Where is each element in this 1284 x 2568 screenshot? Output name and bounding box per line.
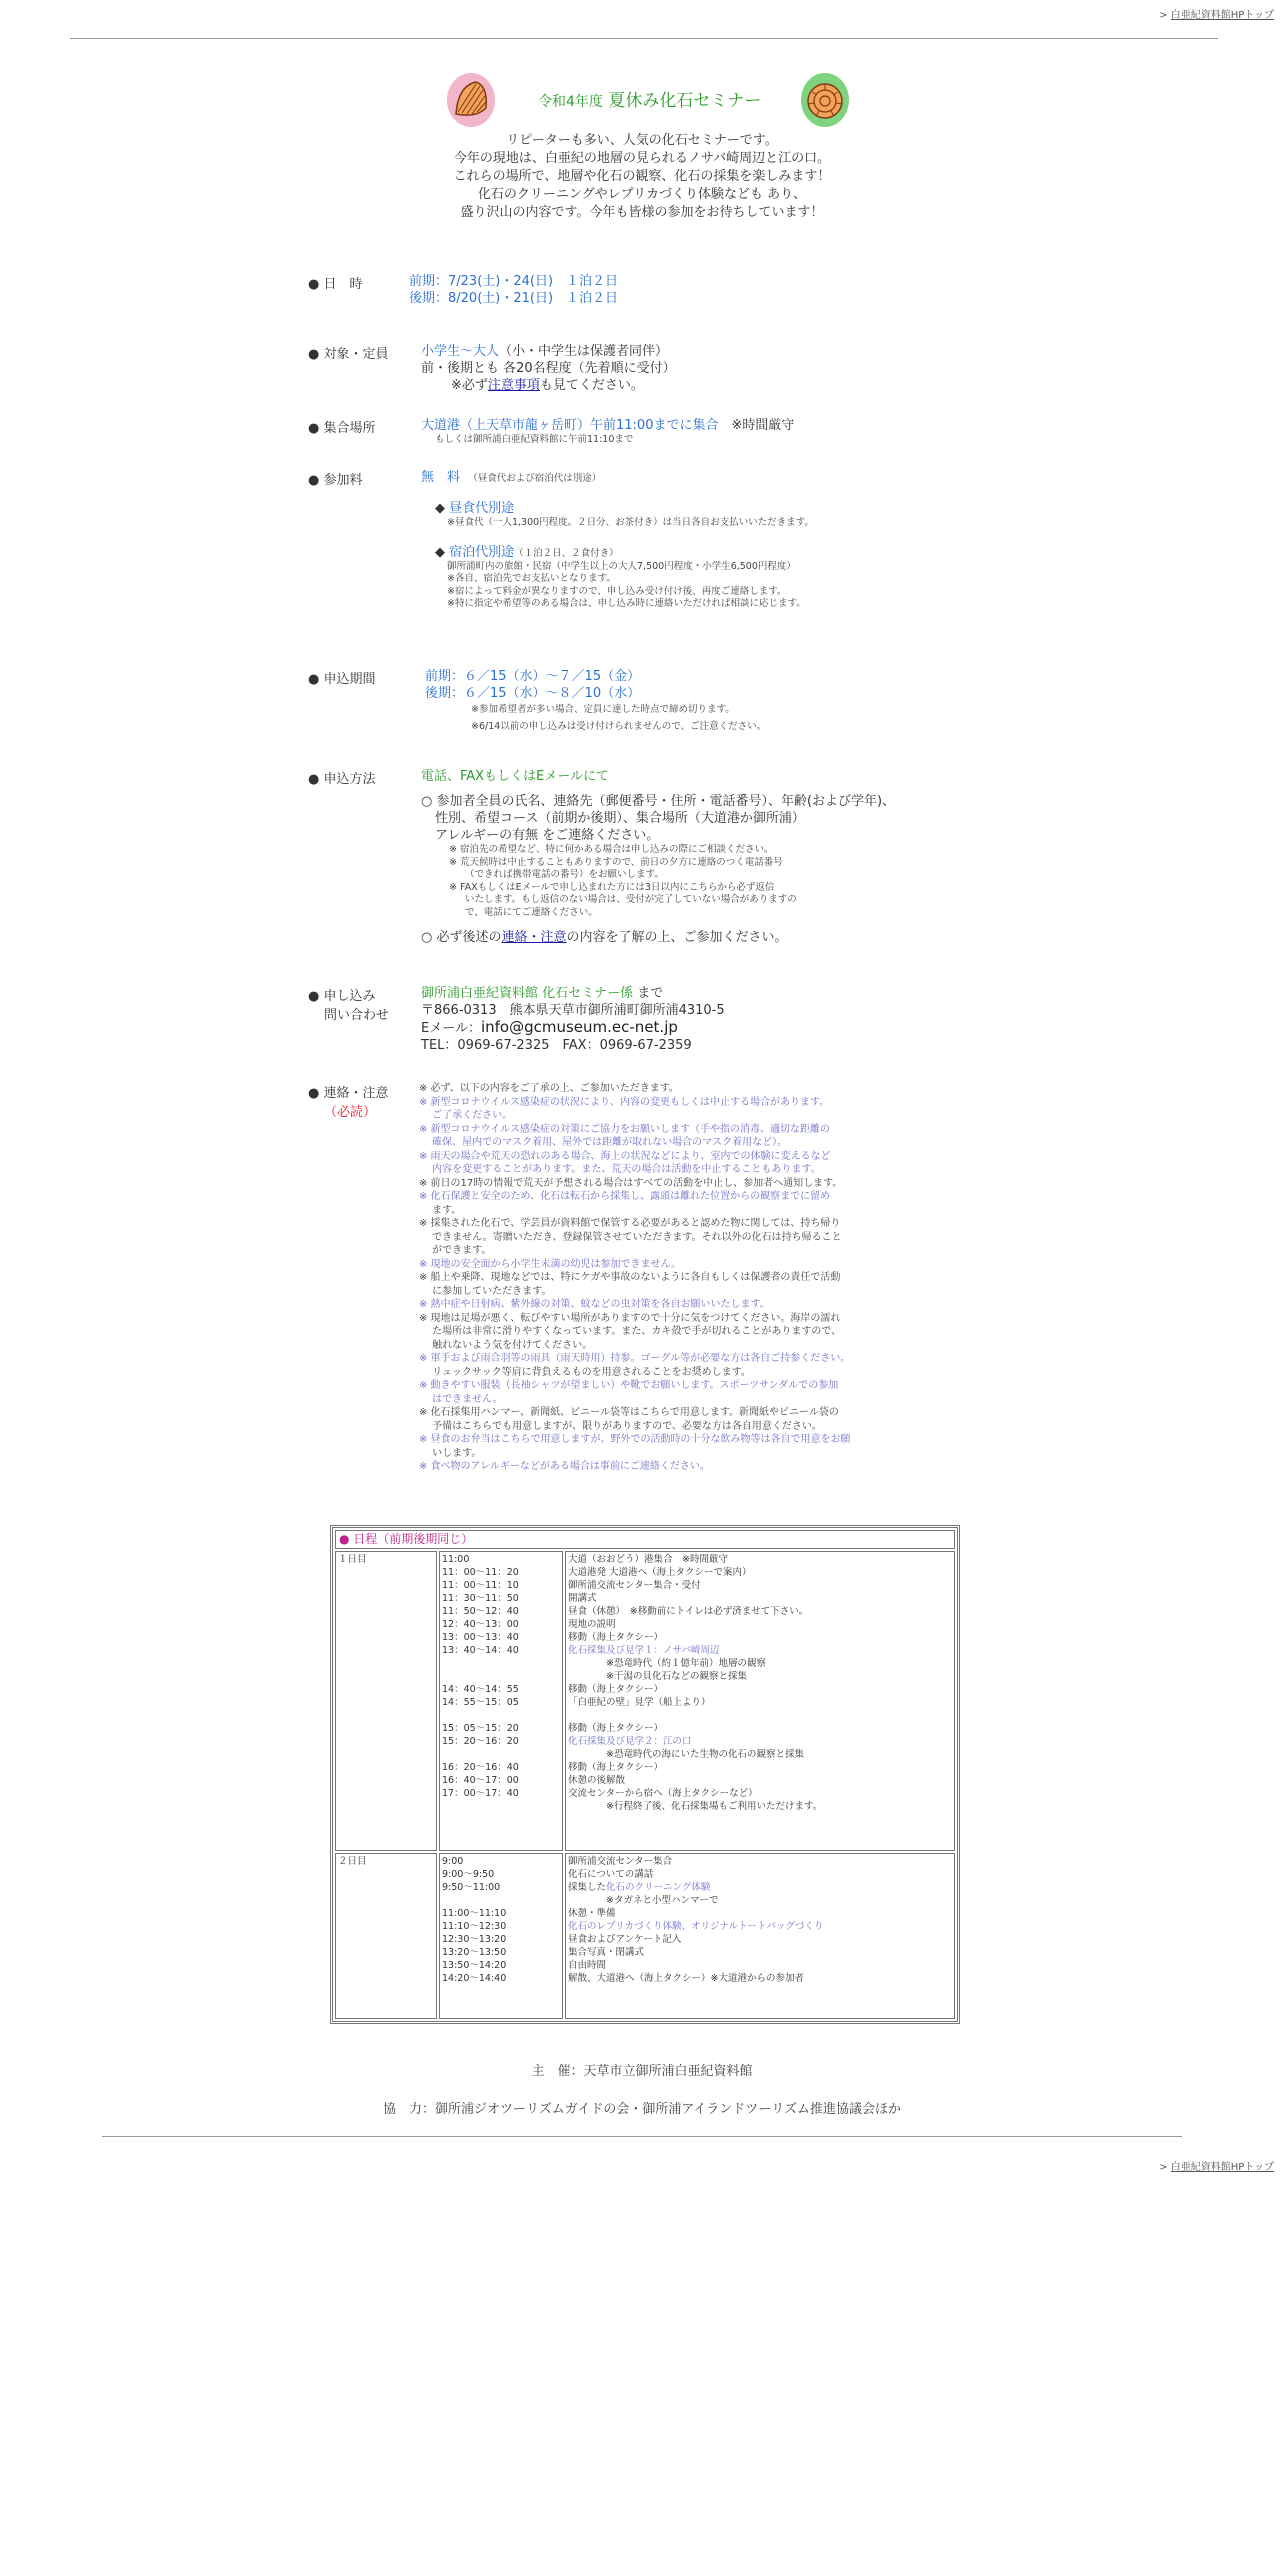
period-label: ● 申込期間 [308, 672, 376, 687]
schedule-item: 化石採集及び見学１：ノサバ崎周辺 [568, 1645, 720, 1656]
schedule-item: 昼食およびアンケート記入 [568, 1934, 682, 1945]
schedule-item: 御所浦交流センター集合 [568, 1856, 673, 1867]
note-line: ※ 船上や乗降、現地などでは、特にケガや事故のないように各自もしくは保護者の責任で活動 [419, 1272, 841, 1283]
note-line: ※ 食べ物のアレルギーなどがある場合は事前にご連絡ください。 [419, 1461, 710, 1472]
note-line: ができます。 [419, 1245, 492, 1256]
schedule-item: 自由時間 [568, 1960, 607, 1971]
schedule-time: 15：20～16：20 [442, 1736, 519, 1747]
schedule-time [442, 1748, 560, 1761]
day1-times [439, 1551, 563, 1851]
fee-label: ● 参加料 [308, 473, 363, 488]
note-line: いします。 [419, 1447, 482, 1459]
schedule-item: 交流センターから宿へ（海上タクシーなど） [568, 1788, 758, 1799]
note-line: 予備はこちらでも用意しますが、限りがありますので、必要な方は各自用意ください。 [419, 1420, 822, 1432]
target-values: 小学生～大人（小・中学生は保護者同伴） 前・後期とも 各20名程度（先着順に受付） ※必ず注意事項も見てください。 [421, 344, 676, 393]
schedule-item: 移動（海上タクシー） [568, 1762, 664, 1773]
schedule-item: ※干潟の貝化石などの観察と採集 [568, 1671, 747, 1682]
schedule-time [442, 1657, 560, 1670]
schedule-time: 13:50～14:20 [442, 1960, 507, 1971]
target-label: ● 対象・定員 [308, 347, 389, 362]
schedule-item: 化石についての講話 [568, 1869, 654, 1880]
meeting-values: 大道港（上天草市龍ヶ岳町）午前11:00までに集合 ※時間厳守 もしくは御所浦白亜紀資料館に午前11:10まで [421, 418, 795, 445]
note-line: ※ 新型コロナウイルス感染症の状況により、内容の変更もしくは中止する場合があります。 [419, 1096, 830, 1108]
note-line: ※ 熱中症や日射病、紫外線の対策、蚊などの虫対策を各自お願いいたします。 [419, 1299, 770, 1310]
note-line: ※ 動きやすい服装（長袖シャツが望ましい）や靴でお願いします。スポーツサンダルでの参加 [419, 1380, 839, 1391]
schedule-time: 11：00～11：20 [442, 1567, 519, 1578]
schedule-time: 9:50～11:00 [442, 1882, 501, 1893]
schedule-time: 16：40～17：00 [442, 1775, 519, 1786]
note-line: リュックサック等肩に背負えるものを用意されることをお奨めします。 [419, 1366, 751, 1378]
schedule-time: 13：40～14：40 [442, 1645, 519, 1656]
schedule-item: 解散、大道港へ（海上タクシー）※大道港からの参加者 [568, 1973, 804, 1984]
schedule-item: 大道（おおどう）港集合 ※時間厳守 [568, 1554, 728, 1565]
note-line: ※ 現地は足場が悪く、転びやすい場所がありますので十分に気をつけてください。海岸の濡れ [419, 1312, 841, 1324]
schedule-item: ※タガネと小型ハンマーで [568, 1895, 719, 1906]
ammonite-fossil-icon [800, 72, 850, 132]
schedule-time: 14：40～14：55 [442, 1684, 519, 1695]
schedule-item [568, 1709, 952, 1722]
day2-label: ２日目 [335, 1853, 437, 2019]
schedule-item: 休憩の後解散 [568, 1775, 626, 1786]
note-line: ※ 昼食のお弁当はこちらで用意しますが、野外での活動時の十分な飲み物等は各自で用意をお願 [419, 1434, 851, 1445]
note-line: ※ 軍手および雨合羽等の雨具（雨天時用）持参。ゴーグル等が必要な方は各自ご持参ください。 [419, 1353, 851, 1364]
shell-fossil-icon [446, 72, 496, 132]
schedule-time: 11:00 [442, 1554, 470, 1565]
note-line: 確保、屋内でのマスク着用、屋外では距離が取れない場合のマスク着用など）。 [419, 1137, 788, 1148]
schedule-item: 採集した化石のクリーニング体験 [568, 1882, 711, 1893]
schedule-time: 11:10～12:30 [442, 1921, 507, 1932]
bottom-nav: > 白亜紀資料館HPトップ [1159, 2162, 1274, 2173]
schedule-time [442, 1894, 560, 1907]
schedule-item: ※行程終了後、化石採集場もご利用いただけます。 [568, 1801, 823, 1812]
note-line: ※ 化石保護と安全のため、化石は転石から採集し、露頭は離れた位置からの観察までに留め [419, 1191, 831, 1202]
bottom-divider [102, 2136, 1182, 2137]
schedule-item: 化石のレプリカづくり体験、オリジナルトートバッグづくり [568, 1921, 824, 1932]
top-nav: > 白亜紀資料館HPトップ [1159, 10, 1274, 21]
schedule-time: 11：00～11：10 [442, 1580, 519, 1591]
notes-link[interactable]: 連絡・注意 [501, 930, 567, 945]
schedule-time: 9:00 [442, 1856, 464, 1867]
note-line: 触れないよう気を付けてください。 [419, 1339, 593, 1351]
schedule-item: 昼食（休憩） ※移動前にトイレは必ず済ませて下さい。 [568, 1606, 809, 1617]
schedule-item: 開講式 [568, 1593, 597, 1604]
email-address[interactable]: info@gcmuseum.ec-net.jp [480, 1018, 678, 1036]
schedule-time: 14:20～14:40 [442, 1973, 507, 1984]
schedule-time: 11：30～11：50 [442, 1593, 519, 1604]
diamond-icon: ◆ [435, 544, 445, 560]
method-values: 電話、FAXもしくはEメールにて ○ 参加者全員の氏名、連絡先（郵便番号・住所・電話番号）、年齢(および学年)、 性別、希望コース（前期か後期）、集合場所（大道港か御所浦） アレルギーの有無 をご連絡ください。 ※ 宿泊先の希望など、特に何かある場合は申し込みの際にご相談ください。 ※ 荒天候時は中止することもありますので、前日の夕方に連絡のつく電話番号 （できれば携帯電話の番号）をお願いします。 ※ FAXもしくはEメールで申し込まれた方には3日以内にこちらから必ず返信 いたします。もし返信のない場合は、受付が完了していない場合がありますの で、電話にてご連絡ください。 ○ 必ず後述の連絡・注意の内容を了解の上、ご参加ください。 [421, 769, 896, 945]
schedule-item: 移動（海上タクシー） [568, 1684, 664, 1695]
schedule-time: 14：55～15：05 [442, 1697, 519, 1708]
meeting-label: ● 集合場所 [308, 421, 376, 436]
note-line: 内容を変更することがあります。また、荒天の場合は活動を中止することもあります。 [419, 1164, 821, 1175]
schedule-time: 16：20～16：40 [442, 1762, 519, 1773]
schedule-item: 休憩・準備 [568, 1908, 616, 1919]
schedule-table [330, 1525, 960, 2024]
bottom-home-link[interactable]: 白亜紀資料館HPトップ [1170, 2162, 1274, 2173]
note-line: ※ 現地の安全面から小学生未満の幼児は参加できません。 [419, 1258, 682, 1270]
period-values: 前期：６／15（水）～７／15（金） 後期：６／15（水）～８／10（水） ※参加希望者が多い場合、定員に達した時点で締め切ります。 ※6/14以前の申し込みは受け付けられませんので、ご注意ください。 [425, 669, 767, 732]
day1-label: １日目 [335, 1551, 437, 1851]
schedule-time [442, 1709, 560, 1722]
schedule-time: 9:00～9:50 [442, 1869, 495, 1880]
note-line: ※ 雨天の場合や荒天の恐れのある場合、海上の状況などにより、室内での体験に変えるなど [419, 1150, 831, 1162]
schedule-item: ※恐竜時代の海にいた生物の化石の観察と採集 [568, 1749, 804, 1760]
note-line: ※ 化石採集用ハンマー、新聞紙、ビニール袋等はこちらで用意します。新聞紙やビニール袋の [419, 1407, 839, 1418]
schedule-time: 13：00～13：40 [442, 1632, 519, 1643]
schedule-item: 大道港発 大道港へ（海上タクシーで案内） [568, 1567, 752, 1578]
notes-list [419, 1082, 899, 1474]
schedule-time: 11:00～11:10 [442, 1908, 507, 1919]
note-line: ※ 採集された化石で、学芸員が資料館で保管する必要があると認めた物に関しては、持ち帰り [419, 1218, 841, 1229]
schedule-time: 12：40～13：00 [442, 1619, 519, 1630]
note-line: に参加していただきます。 [419, 1285, 552, 1297]
schedule-title: ● 日程（前期後期同じ） [335, 1530, 955, 1549]
top-divider [70, 38, 1218, 39]
note-line: できません。寄贈いただき、登録保管させていただきます。それ以外の化石は持ち帰ること [419, 1231, 842, 1243]
contact-label: ● 申し込み 問い合わせ [308, 989, 390, 1023]
schedule-time: 11：50～12：40 [442, 1606, 519, 1617]
schedule-item: 移動（海上タクシー） [568, 1632, 664, 1643]
contact-values: 御所浦白亜紀資料館 化石セミナー係 まで 〒866-0313 熊本県天草市御所浦町御所浦4310-5 Eメール：info@gcmuseum.ec-net.jp TEL：0969-67-2325 FAX：0969-67-2359 [421, 986, 725, 1053]
coop-credit: 協 力：御所浦ジオツーリズムガイドの会・御所浦アイランドツーリズム推進協議会ほか [383, 2102, 901, 2117]
date-label: ● 日 時 [308, 277, 363, 292]
note-line: ます。 [419, 1204, 462, 1216]
caution-link[interactable]: 注意事項 [487, 378, 540, 393]
schedule-time: 17：00～17：40 [442, 1788, 519, 1799]
page-title: 令和4年度 夏休み化石セミナー [538, 91, 762, 111]
note-line: ※ 前日の17時の情報で荒天が予想される場合はすべての活動を中止し、参加者へ通知します。 [419, 1177, 843, 1189]
day2-items [565, 1853, 955, 2019]
top-home-link[interactable]: 白亜紀資料館HPトップ [1170, 10, 1274, 21]
notes-label: ● 連絡・注意 （必読） [308, 1086, 389, 1120]
schedule-item: 御所浦交流センター集合・受付 [568, 1580, 701, 1591]
fee-values: 無 料 （昼食代および宿泊代は別途） ◆ 昼食代別途 ※昼食代（一人1,300円程度。２日分、お茶付き）は当日各自お支払いいただきます。 ◆ 宿泊代別途（１泊２日、２食付き） 御所浦町内の旅館・民宿（中学生以上の大人7,500円程度・小学生6,500円程度） ※各自、宿泊先でお支払いとなります。 ※宿によって料金が異なりますので、申し込み受け付け後、再度ご連絡します。 ※特に指定や希望等のある場合は、申し込み時に連絡いただければ相談に応じます。 [421, 470, 814, 609]
schedule-item: 「白亜紀の壁」見学（船上より） [568, 1697, 711, 1708]
schedule-item: 移動（海上タクシー） [568, 1723, 664, 1734]
intro-text: リピーターも多い、人気の化石セミナーです。 今年の現地は、白亜紀の地層の見られるノサバ崎周辺と江の口。 これらの場所で、地層や化石の観察、化石の採集を楽しみます！ 化石のクリーニングやレプリカづくり体験なども あり、 盛り沢山の内容です。今年も皆様の参加をお待ちしています！ [453, 133, 831, 220]
note-line: た場所は非常に滑りやすくなっています。また、カキ殻で手が切れることがありますので、 [419, 1326, 842, 1337]
note-line: ※ 新型コロナウイルス感染症の対策にご協力をお願いします（手や指の消毒、適切な距離の [419, 1123, 830, 1135]
diamond-icon: ◆ [435, 501, 445, 516]
note-line: はできません。 [419, 1393, 503, 1405]
schedule-time: 15：05～15：20 [442, 1723, 519, 1734]
schedule-item: ※恐竜時代（約１億年前）地層の観察 [568, 1658, 766, 1669]
note-line: ご了承ください。 [419, 1110, 513, 1121]
schedule-time: 12:30～13:20 [442, 1934, 507, 1945]
schedule-time [442, 1670, 560, 1683]
schedule-item: 集合写真・閉講式 [568, 1947, 645, 1958]
schedule-item: 現地の説明 [568, 1619, 616, 1630]
schedule-time: 13:20～13:50 [442, 1947, 507, 1958]
date-values: 前期：7/23(土)・24(日) １泊２日 後期：8/20(土)・21(日) １泊２日 [409, 274, 619, 306]
day2-times [439, 1853, 563, 2019]
day1-items [565, 1551, 955, 1851]
host-credit: 主 催：天草市立御所浦白亜紀資料館 [531, 2064, 753, 2079]
method-label: ● 申込方法 [308, 772, 376, 787]
schedule-item: 化石採集及び見学２：江の口 [568, 1736, 692, 1747]
note-line: ※ 必ず、以下の内容をご了承の上、ご参加いただきます。 [419, 1083, 679, 1094]
